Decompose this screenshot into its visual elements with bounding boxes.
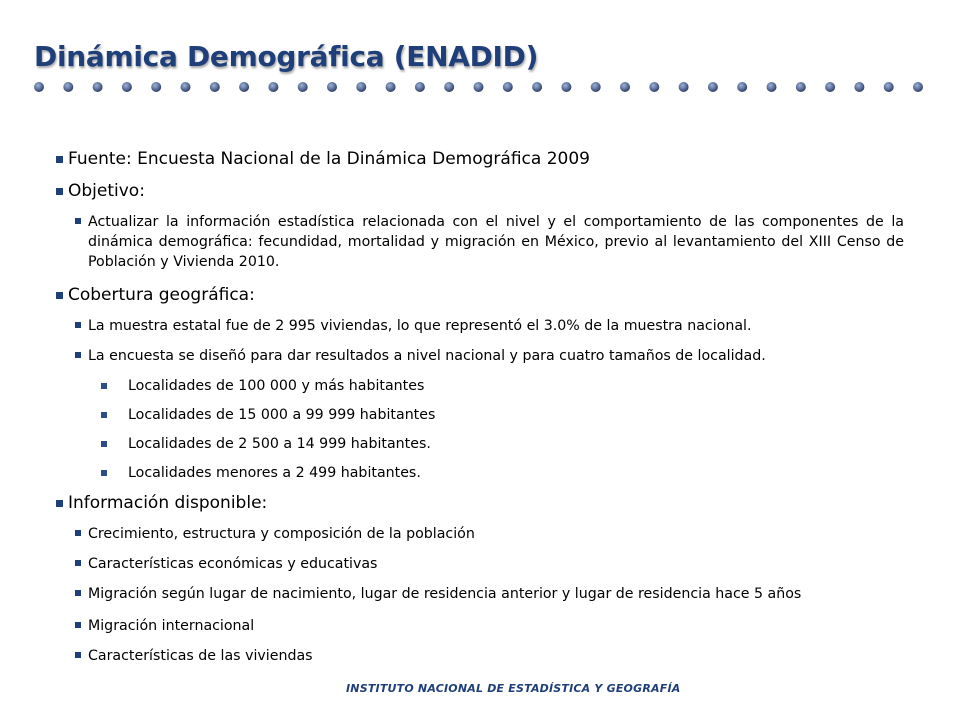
square-bullet-icon: [56, 188, 63, 195]
list-item-text: La muestra estatal fue de 2 995 viviendas, lo que representó el 3.0% de la muestra nacional.: [88, 318, 752, 334]
slide-title: Dinámica Demográfica (ENADID): [34, 40, 539, 73]
divider-dot: [327, 82, 337, 92]
divider-dot: [122, 82, 132, 92]
divider-dot: [93, 82, 103, 92]
sub-list-item-text: Localidades de 100 000 y más habitantes: [128, 378, 425, 394]
divider-dot: [854, 82, 864, 92]
divider-dot: [474, 82, 484, 92]
list-item-text: La encuesta se diseñó para dar resultados a nivel nacional y para cuatro tamaños de localidad.: [88, 348, 766, 364]
divider-dot: [151, 82, 161, 92]
square-bullet-icon: [56, 500, 63, 507]
divider-dot: [649, 82, 659, 92]
divider-dot: [767, 82, 777, 92]
divider-dot: [591, 82, 601, 92]
square-bullet-icon: [75, 218, 81, 224]
square-bullet-icon: [75, 352, 81, 358]
divider-dot: [181, 82, 191, 92]
section-objetivo: [56, 180, 904, 202]
list-item-text: Características de las viviendas: [88, 648, 313, 664]
list-item-text: Actualizar la información estadística relacionada con el nivel y el comportamiento de las componentes de la dinámica demográfica: fecundidad, mortalidad y migración en México, previo al levantamiento del XIII Censo de Población y Vivienda 2010.: [88, 214, 904, 270]
list-item: [56, 554, 904, 574]
list-item-text: Migración internacional: [88, 618, 255, 634]
sub-list-item: [56, 376, 904, 396]
divider-dot: [356, 82, 366, 92]
square-bullet-icon: [75, 560, 81, 566]
square-bullet-icon: [75, 530, 81, 536]
list-item: [56, 646, 904, 666]
square-bullet-icon: [56, 156, 63, 163]
divider-dot: [268, 82, 278, 92]
section-label: Cobertura geográfica:: [68, 285, 255, 305]
list-item: [56, 524, 904, 544]
section-label: Información disponible:: [68, 493, 268, 513]
sub-list-item: [56, 463, 904, 483]
footer-institution: INSTITUTO NACIONAL DE ESTADÍSTICA Y GEOGRAFÍA: [346, 682, 681, 695]
divider-dot: [884, 82, 894, 92]
sub-list-item-text: Localidades menores a 2 499 habitantes.: [128, 465, 421, 481]
divider-dot: [913, 82, 923, 92]
square-bullet-icon: [75, 322, 81, 328]
divider-dot: [34, 82, 44, 92]
square-bullet-icon: [101, 470, 107, 476]
divider-dot: [532, 82, 542, 92]
list-item-text: Crecimiento, estructura y composición de la población: [88, 526, 475, 542]
list-item: [56, 346, 904, 366]
section-fuente: [56, 148, 904, 170]
square-bullet-icon: [101, 412, 107, 418]
sub-list-item-text: Localidades de 2 500 a 14 999 habitantes.: [128, 436, 431, 452]
list-item: [56, 212, 904, 272]
square-bullet-icon: [75, 622, 81, 628]
divider-dot: [503, 82, 513, 92]
divider-dot: [679, 82, 689, 92]
square-bullet-icon: [101, 383, 107, 389]
list-item: [56, 316, 904, 336]
section-label: Fuente: Encuesta Nacional de la Dinámica Demográfica 2009: [68, 149, 590, 169]
slide-content: [56, 148, 904, 676]
divider-dot: [620, 82, 630, 92]
dotted-divider: [30, 78, 930, 98]
divider-dot: [298, 82, 308, 92]
list-item: [56, 616, 904, 636]
divider-dot: [444, 82, 454, 92]
square-bullet-icon: [75, 590, 81, 596]
divider-dot: [210, 82, 220, 92]
divider-dot: [415, 82, 425, 92]
list-item-text: Características económicas y educativas: [88, 556, 378, 572]
sub-list-item: [56, 434, 904, 454]
divider-dot: [239, 82, 249, 92]
list-item-text: Migración según lugar de nacimiento, lugar de residencia anterior y lugar de residencia hace 5 años: [88, 586, 802, 602]
divider-dot: [386, 82, 396, 92]
divider-dot: [561, 82, 571, 92]
section-informacion: [56, 492, 904, 514]
square-bullet-icon: [56, 292, 63, 299]
divider-dot: [63, 82, 73, 92]
section-label: Objetivo:: [68, 181, 145, 201]
sub-list-item: [56, 405, 904, 425]
square-bullet-icon: [75, 652, 81, 658]
list-item: [56, 584, 904, 604]
divider-dot: [825, 82, 835, 92]
square-bullet-icon: [101, 441, 107, 447]
section-cobertura: [56, 284, 904, 306]
divider-dot: [796, 82, 806, 92]
divider-dot: [708, 82, 718, 92]
sub-list-item-text: Localidades de 15 000 a 99 999 habitantes: [128, 407, 436, 423]
divider-dot: [737, 82, 747, 92]
